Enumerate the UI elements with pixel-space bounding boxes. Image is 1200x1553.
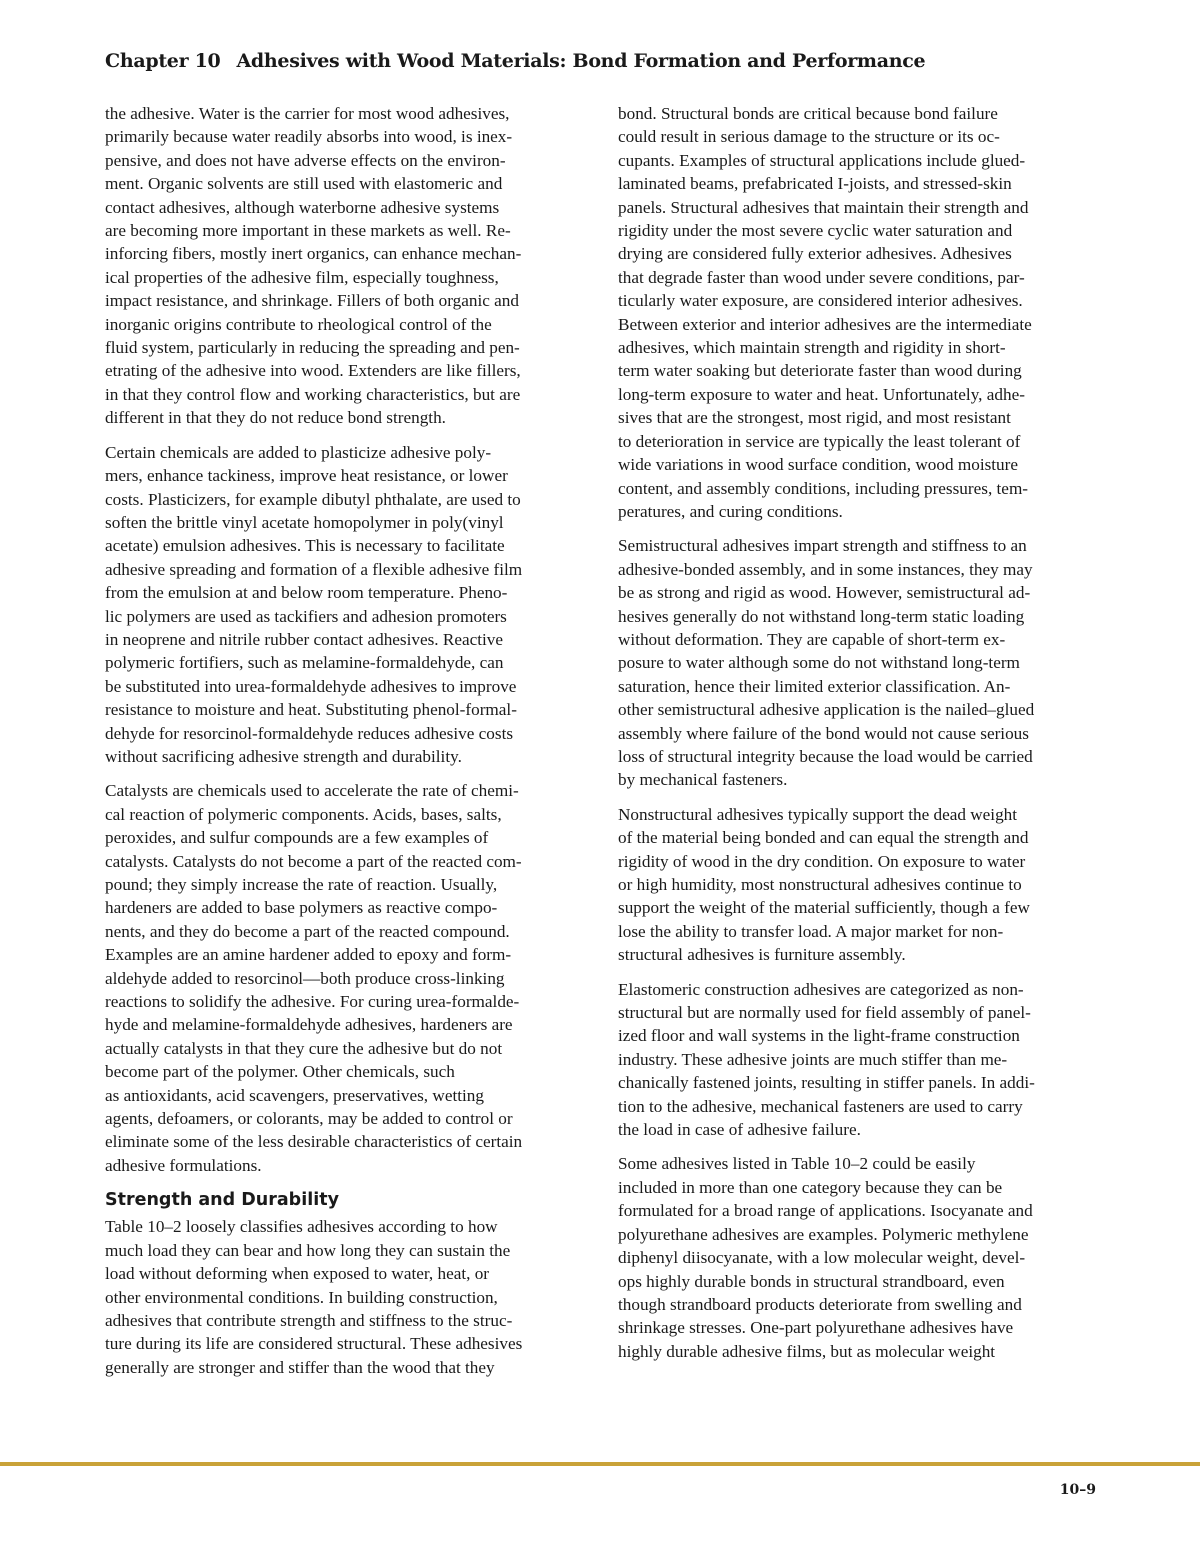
text-line: as antioxidants, acid scavengers, preservatives, wetting (105, 1085, 484, 1105)
page-number: 10–9 (1059, 1482, 1096, 1498)
text-line: term water soaking but deteriorate faster than wood during (618, 361, 1022, 381)
section-heading-strength-durability: Strength and Durability (105, 1190, 339, 1211)
text-line: Table 10–2 loosely classifies adhesives according to how (105, 1217, 498, 1237)
text-line: pensive, and does not have adverse effects on the environ- (105, 150, 506, 170)
text-line: laminated beams, prefabricated I-joists, and stressed-skin (618, 174, 1012, 194)
text-line: agents, defoamers, or colorants, may be added to control or (105, 1109, 513, 1129)
text-line: Semistructural adhesives impart strength and stiffness to an (618, 536, 1027, 556)
text-line: much load they can bear and how long they can sustain the (105, 1240, 511, 1260)
text-line: aldehyde added to resorcinol—both produce cross-linking (105, 968, 505, 988)
text-line: from the emulsion at and below room temperature. Pheno- (105, 583, 508, 603)
text-line: sives that are the strongest, most rigid, and most resistant (618, 408, 1011, 428)
text-line: the load in case of adhesive failure. (618, 1120, 861, 1140)
text-line: polymeric fortifiers, such as melamine-formaldehyde, can (105, 653, 504, 673)
paragraph (618, 102, 1096, 523)
text-line: peroxides, and sulfur compounds are a few examples of (105, 828, 489, 848)
text-line: assembly where failure of the bond would not cause serious (618, 723, 1029, 743)
text-line: diphenyl diisocyanate, with a low molecular weight, devel- (618, 1248, 1026, 1268)
text-line: included in more than one category because they can be (618, 1177, 1003, 1197)
text-line: ment. Organic solvents are still used with elastomeric and (105, 174, 503, 194)
text-line: cal reaction of polymeric components. Acids, bases, salts, (105, 804, 502, 824)
paragraph (618, 534, 1096, 791)
text-line: content, and assembly conditions, including pressures, tem- (618, 478, 1029, 498)
text-line: inorganic origins contribute to rheological control of the (105, 314, 492, 334)
right-column (618, 102, 1096, 1374)
text-line: drying are considered fully exterior adhesives. Adhesives (618, 244, 1012, 264)
text-line: lic polymers are used as tackifiers and adhesion promoters (105, 606, 507, 626)
text-line: structural but are normally used for field assembly of panel- (618, 1003, 1031, 1023)
text-line: ticularly water exposure, are considered interior adhesives. (618, 291, 1023, 311)
paragraph (105, 1215, 585, 1379)
text-line: hyde and melamine-formaldehyde adhesives, hardeners are (105, 1015, 513, 1035)
text-line: load without deforming when exposed to water, heat, or (105, 1264, 490, 1284)
text-line: by mechanical fasteners. (618, 770, 788, 790)
text-line: dehyde for resorcinol-formaldehyde reduces adhesive costs (105, 723, 514, 743)
text-line: lose the ability to transfer load. A major market for non- (618, 921, 1004, 941)
text-line: mers, enhance tackiness, improve heat resistance, or lower (105, 466, 508, 486)
text-line: rigidity under the most severe cyclic water saturation and (618, 221, 1013, 241)
text-line: pound; they simply increase the rate of reaction. Usually, (105, 875, 498, 894)
text-line: eliminate some of the less desirable characteristics of certain (105, 1132, 523, 1152)
text-line: etrating of the adhesive into wood. Extenders are like fillers, (105, 361, 521, 381)
text-line: though strandboard products deteriorate from swelling and (618, 1294, 1022, 1314)
text-line: the adhesive. Water is the carrier for most wood adhesives, (105, 104, 510, 123)
text-line: without sacrificing adhesive strength and durability. (105, 746, 462, 766)
text-line: fluid system, particularly in reducing the spreading and pen- (105, 338, 520, 358)
text-line: tion to the adhesive, mechanical fasteners are used to carry (618, 1096, 1023, 1116)
text-line: contact adhesives, although waterborne adhesive systems (105, 197, 500, 217)
text-line: support the weight of the material sufficiently, though a few (618, 898, 1030, 918)
text-line: other environmental conditions. In building construction, (105, 1287, 498, 1307)
text-line: be substituted into urea-formaldehyde adhesives to improve (105, 676, 517, 696)
text-line: polyurethane adhesives are examples. Polymeric methylene (618, 1224, 1029, 1244)
text-line: rigidity of wood in the dry condition. On exposure to water (618, 851, 1026, 871)
text-line: panels. Structural adhesives that maintain their strength and (618, 197, 1029, 217)
text-line: ized floor and wall systems in the light-frame construction (618, 1026, 1020, 1046)
text-line: adhesives that contribute strength and stiffness to the struc- (105, 1310, 513, 1330)
text-line: resistance to moisture and heat. Substituting phenol-formal- (105, 700, 517, 720)
text-line: in neoprene and nitrile rubber contact adhesives. Reactive (105, 629, 504, 649)
text-line: loss of structural integrity because the load would be carried (618, 746, 1033, 766)
text-line: ture during its life are considered structural. These adhesives (105, 1334, 523, 1354)
text-line: adhesive spreading and formation of a flexible adhesive film (105, 559, 523, 579)
chapter-header (105, 50, 925, 72)
text-line: are becoming more important in these markets as well. Re- (105, 221, 511, 241)
left-paragraphs (105, 102, 585, 1177)
text-line: without deformation. They are capable of short-term ex- (618, 629, 1006, 649)
text-line: ical properties of the adhesive film, especially toughness, (105, 267, 499, 287)
text-line: adhesive-bonded assembly, and in some instances, they may (618, 559, 1033, 579)
text-line: or high humidity, most nonstructural adhesives continue to (618, 875, 1022, 894)
text-line: different in that they do not reduce bond strength. (105, 408, 446, 428)
text-line: peratures, and curing conditions. (618, 501, 843, 521)
text-line: long-term exposure to water and heat. Unfortunately, adhe- (618, 384, 1025, 404)
text-line: formulated for a broad range of applications. Isocyanate and (618, 1201, 1033, 1221)
text-line: cupants. Examples of structural applications include glued- (618, 150, 1026, 170)
text-line: hardeners are added to base polymers as reactive compo- (105, 898, 498, 918)
text-line: saturation, hence their limited exterior classification. An- (618, 676, 1011, 696)
text-line: could result in serious damage to the structure or its oc- (618, 127, 1000, 147)
text-line: actually catalysts in that they cure the adhesive but do not (105, 1038, 503, 1058)
text-line: of the material being bonded and can equal the strength and (618, 828, 1029, 848)
text-line: bond. Structural bonds are critical because bond failure (618, 104, 998, 123)
text-line: chanically fastened joints, resulting in stiffer panels. In addi- (618, 1073, 1035, 1093)
text-line: wide variations in wood surface condition, wood moisture (618, 455, 1019, 475)
text-line: adhesive formulations. (105, 1155, 262, 1175)
chapter-number: Chapter 10 (105, 50, 221, 72)
text-line: primarily because water readily absorbs into wood, is inex- (105, 127, 513, 147)
text-line: reactions to solidify the adhesive. For curing urea-formalde- (105, 992, 520, 1012)
text-line: Between exterior and interior adhesives are the intermediate (618, 314, 1032, 334)
text-line: that degrade faster than wood under severe conditions, par- (618, 267, 1025, 287)
text-line: generally are stronger and stiffer than the wood that they (105, 1357, 495, 1377)
text-line: Elastomeric construction adhesives are categorized as non- (618, 979, 1024, 999)
text-line: other semistructural adhesive application is the nailed–glued (618, 700, 1035, 720)
paragraph (618, 803, 1096, 967)
text-line: Nonstructural adhesives typically support the dead weight (618, 804, 1018, 824)
text-line: be as strong and rigid as wood. However, semistructural ad- (618, 583, 1031, 603)
text-line: Some adhesives listed in Table 10–2 could be easily (618, 1154, 976, 1174)
paragraph (105, 779, 585, 1177)
text-line: hesives generally do not withstand long-term static loading (618, 606, 1025, 626)
text-line: impact resistance, and shrinkage. Fillers of both organic and (105, 291, 519, 311)
left-column (105, 102, 585, 1390)
text-line: soften the brittle vinyl acetate homopolymer in poly(vinyl (105, 512, 504, 532)
paragraph (618, 978, 1096, 1142)
text-line: Certain chemicals are added to plasticize adhesive poly- (105, 442, 492, 462)
text-line: industry. These adhesive joints are much stiffer than me- (618, 1049, 1008, 1069)
text-line: ops highly durable bonds in structural strandboard, even (618, 1271, 1005, 1291)
text-line: acetate) emulsion adhesives. This is necessary to facilitate (105, 536, 505, 556)
text-line: adhesives, which maintain strength and rigidity in short- (618, 338, 1006, 358)
text-line: Catalysts are chemicals used to accelerate the rate of chemi- (105, 781, 519, 801)
text-line: inforcing fibers, mostly inert organics, can enhance mechan- (105, 244, 522, 264)
paragraph (105, 441, 585, 769)
chapter-title: Adhesives with Wood Materials: Bond Formation and Performance (236, 50, 926, 72)
text-line: highly durable adhesive films, but as molecular weight (618, 1341, 996, 1361)
text-line: posure to water although some do not withstand long-term (618, 653, 1020, 673)
text-line: shrinkage stresses. One-part polyurethane adhesives have (618, 1318, 1014, 1338)
right-paragraphs (618, 102, 1096, 1363)
paragraph (105, 102, 585, 430)
paragraph (618, 1152, 1096, 1363)
text-line: catalysts. Catalysts do not become a part of the reacted com- (105, 851, 522, 871)
text-line: in that they control flow and working characteristics, but are (105, 384, 521, 404)
text-line: become part of the polymer. Other chemicals, such (105, 1062, 455, 1082)
text-line: nents, and they do become a part of the reacted compound. (105, 921, 510, 941)
text-line: to deterioration in service are typically the least tolerant of (618, 431, 1021, 451)
text-line: costs. Plasticizers, for example dibutyl phthalate, are used to (105, 489, 521, 509)
footer-rule (0, 1462, 1200, 1466)
section-paragraph (105, 1215, 585, 1379)
text-line: structural adhesives is furniture assembly. (618, 945, 906, 965)
text-line: Examples are an amine hardener added to epoxy and form- (105, 945, 512, 965)
